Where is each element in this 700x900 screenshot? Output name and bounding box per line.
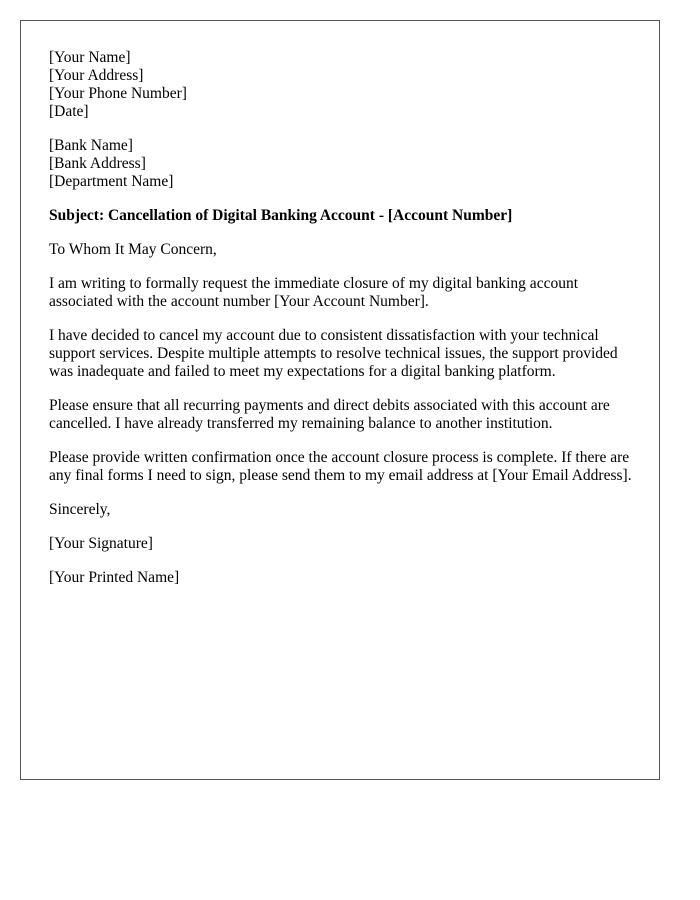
closing: Sincerely,: [49, 501, 111, 518]
sender-phone: [Your Phone Number]: [49, 85, 187, 102]
recipient-block: [49, 137, 639, 191]
printed-name: [Your Printed Name]: [49, 569, 180, 586]
sender-address: [Your Address]: [49, 67, 144, 84]
letter-content: [49, 49, 639, 603]
sender-name: [Your Name]: [49, 49, 131, 66]
recipient-bank-name: [Bank Name]: [49, 137, 133, 154]
subject-line: Subject: Cancellation of Digital Banking Account - [Account Number]: [49, 207, 513, 224]
body-paragraph-2: I have decided to cancel my account due to consistent dissatisfaction with your technical support services. Despite multiple attempts to resolve technical issues, the support provided was inadequate and failed to meet my expectations for a digital banking platform.: [49, 327, 618, 380]
recipient-department: [Department Name]: [49, 173, 174, 190]
letter-page: [20, 20, 660, 780]
sender-block: [49, 49, 639, 121]
signature-placeholder: [Your Signature]: [49, 535, 153, 552]
letter-date: [Date]: [49, 103, 89, 120]
body-paragraph-1: I am writing to formally request the immediate closure of my digital banking account associated with the account number [Your Account Number].: [49, 275, 579, 310]
body-paragraph-4: Please provide written confirmation once the account closure process is complete. If there are any final forms I need to sign, please send them to my email address at [Your Email Address].: [49, 449, 632, 484]
recipient-bank-address: [Bank Address]: [49, 155, 146, 172]
salutation: To Whom It May Concern,: [49, 241, 217, 258]
body-paragraph-3: Please ensure that all recurring payments and direct debits associated with this account are cancelled. I have already transferred my remaining balance to another institution.: [49, 397, 610, 432]
